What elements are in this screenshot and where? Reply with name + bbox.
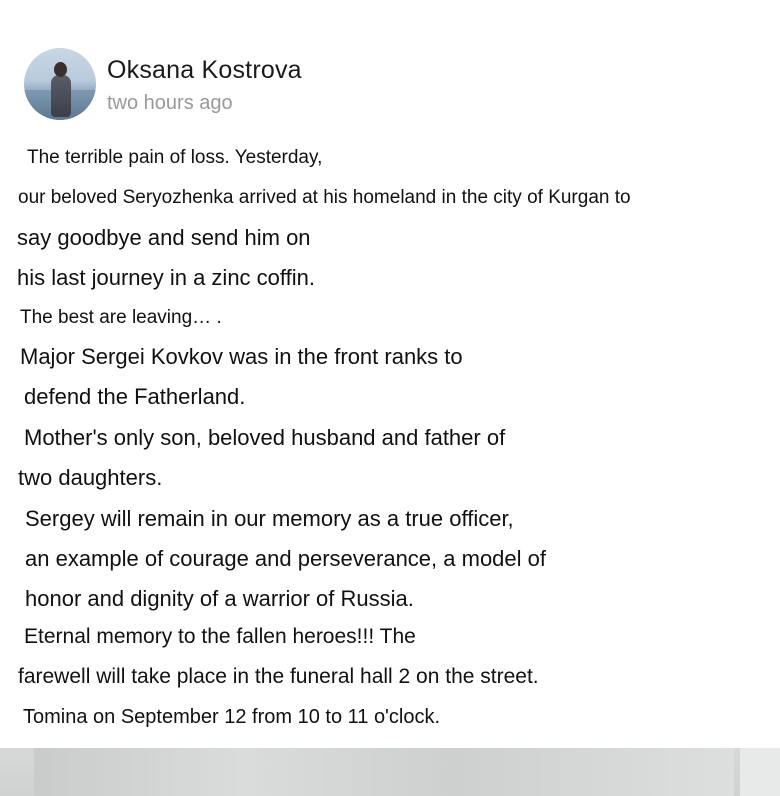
post-line: Eternal memory to the fallen heroes!!! The xyxy=(24,625,416,648)
post-line: Major Sergei Kovkov was in the front ranks to xyxy=(20,344,463,369)
post-meta xyxy=(107,48,302,114)
post-line: our beloved Seryozhenka arrived at his homeland in the city of Kurgan to xyxy=(18,187,631,208)
post-line: Sergey will remain in our memory as a true officer, xyxy=(25,506,514,531)
post-timestamp[interactable]: two hours ago xyxy=(107,92,233,114)
post-line: defend the Fatherland. xyxy=(24,384,246,409)
photo-content xyxy=(34,748,734,796)
post-line: honor and dignity of a warrior of Russia. xyxy=(25,586,414,611)
post-line: farewell will take place in the funeral hall 2 on the street. xyxy=(18,665,539,688)
attached-photo-edge[interactable] xyxy=(0,748,780,796)
post-line: his last journey in a zinc coffin. xyxy=(17,265,315,290)
post-line: The terrible pain of loss. Yesterday, xyxy=(27,147,323,168)
post-line: The best are leaving… . xyxy=(20,307,222,328)
post-line: Mother's only son, beloved husband and father of xyxy=(24,425,506,450)
post-line: two daughters. xyxy=(18,465,163,490)
photo-edge-highlight xyxy=(740,748,780,796)
post-header xyxy=(24,48,302,122)
avatar[interactable] xyxy=(24,48,96,120)
author-name[interactable]: Oksana Kostrova xyxy=(107,56,302,84)
avatar-person-body xyxy=(51,75,71,117)
post-line: say goodbye and send him on xyxy=(17,225,311,250)
avatar-person-head xyxy=(54,62,67,77)
post-line: an example of courage and perseverance, a model of xyxy=(25,546,546,571)
post-line: Tomina on September 12 from 10 to 11 o'clock. xyxy=(23,706,441,728)
